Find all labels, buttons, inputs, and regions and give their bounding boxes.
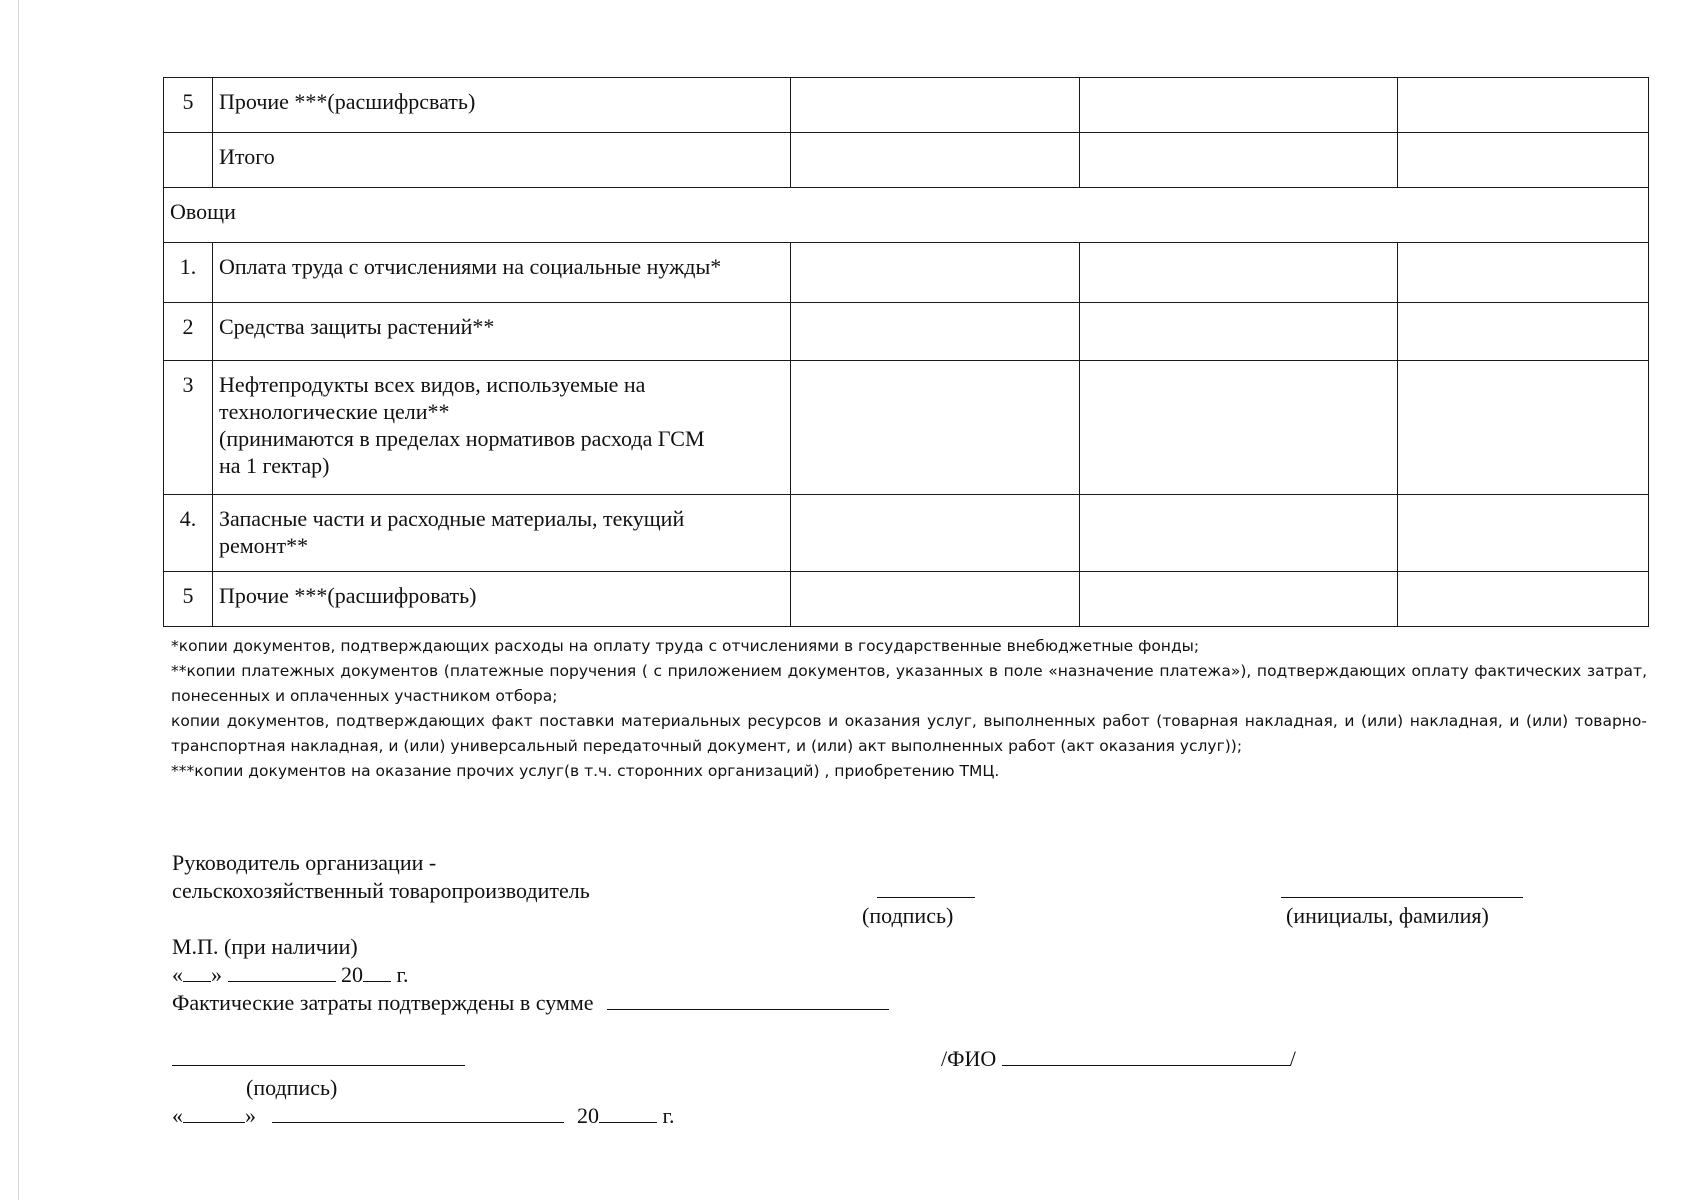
sum-blank (607, 989, 889, 1010)
fio-line (941, 1045, 1296, 1073)
head-title-line1: Руководитель организации - (172, 850, 437, 875)
row-number: 1. (164, 243, 213, 303)
row-name: Итого (213, 133, 791, 188)
fio-close: / (1289, 1046, 1296, 1071)
year-blank (363, 961, 391, 982)
table-cell (1398, 303, 1649, 361)
date-line-2 (172, 1102, 675, 1130)
table-cell (791, 78, 1080, 133)
row-name-line: на 1 гектар) (219, 453, 330, 478)
table-row (164, 361, 1649, 495)
fio-label: /ФИО (941, 1046, 997, 1071)
table-row (164, 78, 1649, 133)
day-blank (183, 1102, 245, 1123)
table-cell (791, 495, 1080, 572)
row-name-line: ремонт** (219, 533, 309, 558)
fio-blank (1002, 1045, 1290, 1066)
footnote-2: **копии платежных документов (платежные поручения ( с приложением документов, указанных в поле «назначение платежа»), подтверждающих оплату фактических затрат, понесенных и оплаченных участником отбора; (171, 662, 1647, 705)
year-suffix: г. (662, 1103, 675, 1128)
row-name: Прочие ***(расшифровать) (213, 572, 791, 627)
head-title-line2: сельскохозяйственный товаропроизводитель (172, 878, 590, 903)
row-number: 2 (164, 303, 213, 361)
footnote-4: ***копии документов на оказание прочих услуг(в т.ч. сторонних организаций) , приобретению ТМЦ. (171, 762, 1000, 780)
row-name-line: Запасные части и расходные материалы, текущий (219, 506, 685, 531)
signature-line (877, 877, 975, 898)
date-line (172, 961, 409, 989)
table-cell (1080, 243, 1398, 303)
row-name: Средства защиты растений** (213, 303, 791, 361)
table-cell (1398, 572, 1649, 627)
table-cell (1080, 361, 1398, 495)
section-row (164, 188, 1649, 243)
table-cell (1398, 78, 1649, 133)
quote-open: « (172, 1103, 183, 1128)
year-suffix: г. (396, 962, 409, 987)
table-row-total (164, 133, 1649, 188)
row-number: 4. (164, 495, 213, 572)
name-line (1281, 877, 1523, 898)
table-row (164, 303, 1649, 361)
year-prefix: 20 (341, 962, 363, 987)
year-blank (599, 1102, 657, 1123)
table-cell (1398, 495, 1649, 572)
table-row (164, 495, 1649, 572)
table-cell (1080, 78, 1398, 133)
table-row (164, 243, 1649, 303)
section-title: Овощи (164, 188, 1649, 243)
signature-caption: (подпись) (862, 903, 954, 928)
row-name: Прочие ***(расшифрсвать) (213, 78, 791, 133)
row-number: 5 (164, 78, 213, 133)
quote-close: » (211, 962, 222, 987)
table-cell (791, 572, 1080, 627)
row-name-line: (принимаются в пределах нормативов расхода ГСМ (219, 426, 705, 451)
row-number: 5 (164, 572, 213, 627)
confirmed-sum-line (172, 989, 889, 1017)
month-blank (272, 1102, 564, 1123)
signature-line-2 (172, 1045, 465, 1066)
footnotes (171, 634, 1647, 784)
footnote-3: копии документов, подтверждающих факт поставки материальных ресурсов и оказания услуг, выполненных работ (товарная накладная, и (или) накладная, и (или) товарно-транспортная накладная, и (или) универсальный передаточный документ, и (или) акт выполненных работ (акт оказания услуг)); (171, 712, 1647, 755)
row-name (213, 495, 791, 572)
table-cell (791, 133, 1080, 188)
row-name-line: Нефтепродукты всех видов, используемые на (219, 372, 646, 397)
quote-close: » (245, 1103, 256, 1128)
table-cell (1080, 303, 1398, 361)
row-name: Оплата труда с отчислениями на социальные нужды* (213, 243, 791, 303)
day-blank (183, 961, 211, 982)
name-caption: (инициалы, фамилия) (1286, 903, 1489, 928)
table-cell (1398, 361, 1649, 495)
quote-open: « (172, 962, 183, 987)
scan-edge-line (18, 0, 19, 1200)
year-prefix: 20 (577, 1103, 599, 1128)
table-row (164, 572, 1649, 627)
table-cell (1398, 133, 1649, 188)
table-cell (791, 303, 1080, 361)
table-cell (1398, 243, 1649, 303)
table-cell (1080, 133, 1398, 188)
row-name-line: технологические цели** (219, 399, 450, 424)
stamp-note: М.П. (при наличии) (172, 934, 358, 959)
footnote-1: *копии документов, подтверждающих расходы на оплату труда с отчислениями в государственные внебюджетные фонды; (171, 637, 1200, 655)
signature-caption-2: (подпись) (246, 1075, 338, 1100)
costs-table (163, 77, 1649, 627)
row-number (164, 133, 213, 188)
table-cell (791, 361, 1080, 495)
table-cell (1080, 495, 1398, 572)
confirmed-sum-label: Фактические затраты подтверждены в сумме (172, 990, 594, 1015)
table-cell (791, 243, 1080, 303)
month-blank (228, 961, 336, 982)
table-cell (1080, 572, 1398, 627)
row-name (213, 361, 791, 495)
row-number: 3 (164, 361, 213, 495)
